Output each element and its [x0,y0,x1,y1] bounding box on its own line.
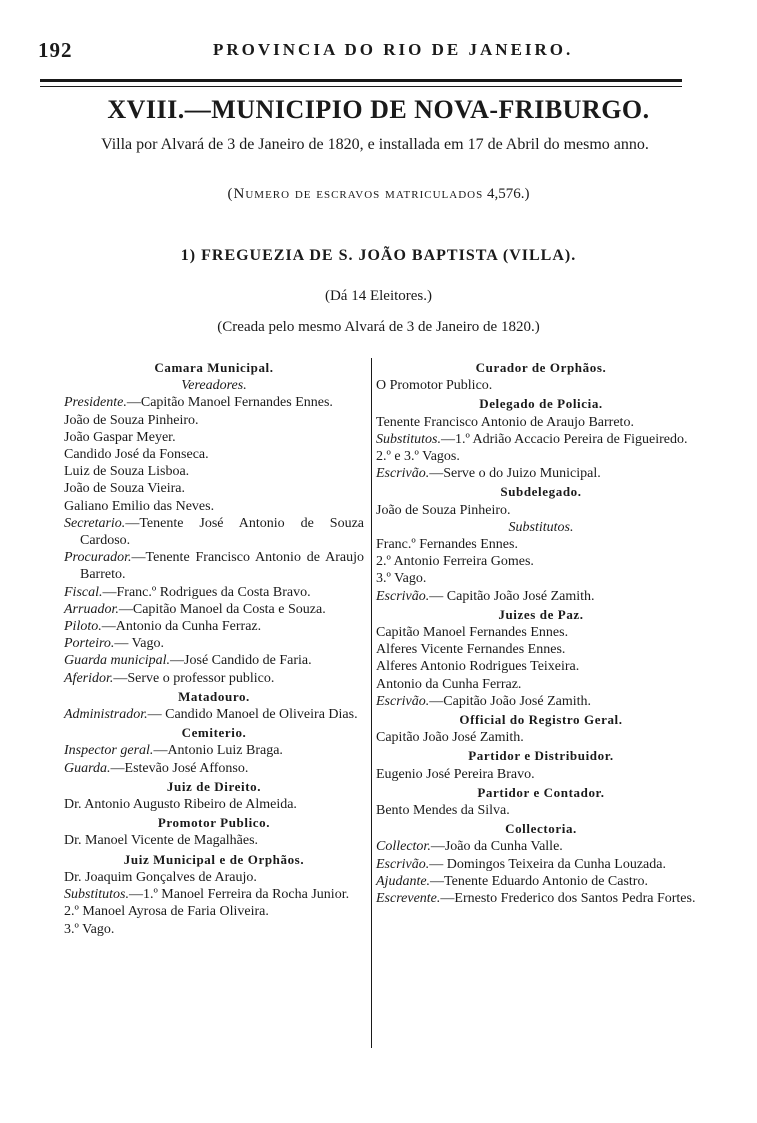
delegado-subs-role: Substitutos. [376,431,441,447]
registro-heading: Official do Registro Geral. [459,712,623,728]
piloto-text: —Antonio da Cunha Ferraz. [101,619,262,635]
subdelegado-sub-3: 3.º Vago. [376,571,427,587]
vereadores-label: Vereadores. [181,378,247,394]
subdelegado-sub-2: 2.º Antonio Ferreira Gomes. [376,554,534,570]
guarda-municipal-role: Guarda municipal. [64,653,171,669]
juizes-escrivao-entry [376,693,706,710]
collector-role: Collector. [376,839,431,855]
delegado-subs-23: 2.º e 3.º Vagos. [376,449,460,465]
piloto-entry [64,618,364,635]
arruador-text: —Capitão Manoel da Costa e Souza. [118,601,326,617]
guarda-text: —Estevão José Affonso. [110,760,249,776]
guarda-role: Guarda. [64,760,111,776]
slave-count-value: 4,576.) [486,186,530,202]
juiz-paz-item: Alferes Antonio Rodrigues Teixeira. [376,659,580,675]
camara-heading: Camara Municipal. [154,360,274,375]
ajudante-role: Ajudante. [376,873,431,889]
substituto-3: 3.º Vago. [64,921,115,937]
secretario-text: —Tenente José Antonio de Souza Cardoso. [80,515,364,549]
administrador-text: — Candido Manoel de Oliveira Dias. [147,707,358,723]
vereador-item: João Gaspar Meyer. [64,429,176,445]
subdelegado-escrivao-role: Escrivão. [376,588,430,604]
header-rule-thin [40,86,682,87]
delegado-escrivao-entry [376,465,706,482]
aferidor-text: —Serve o professor publico. [113,670,275,686]
registro-name: Capitão João José Zamith. [376,730,524,746]
piloto-role: Piloto. [64,619,102,635]
escrevente-text: —Ernesto Frederico dos Santos Pedra Fortes. [440,891,696,907]
delegado-subs-entry [376,431,706,448]
collector-text: —João da Cunha Valle. [430,839,563,855]
collector-entry [376,838,706,855]
guarda-entry [64,760,364,777]
presidente-text: —Capitão Manoel Fernandes Ennes. [126,395,333,411]
ajudante-entry [376,873,706,890]
right-column [376,358,706,907]
slave-count-line [0,186,757,203]
juiz-municipal-heading: Juiz Municipal e de Orphãos. [123,851,305,867]
aferidor-role: Aferidor. [64,670,114,686]
juizes-escrivao-role: Escrivão. [376,693,430,709]
parish-electors: (Dá 14 Eleitores.) [324,288,433,304]
procurador-entry [64,549,364,583]
subdelegado-subs-label: Substitutos. [508,519,574,535]
delegado-name: Tenente Francisco Antonio de Araujo Barreto. [376,414,634,430]
ajudante-text: —Tenente Eduardo Antonio de Castro. [430,873,648,889]
vereador-item: João de Souza Vieira. [64,481,185,497]
partidor-contador-heading: Partidor e Contador. [477,784,605,800]
juizes-paz-heading: Juizes de Paz. [498,606,584,622]
inspector-entry [64,742,364,759]
matadouro-heading: Matadouro. [178,688,250,704]
substituto-2: 2.º Manoel Ayrosa de Faria Oliveira. [64,904,269,920]
subdelegado-name: João de Souza Pinheiro. [376,502,511,518]
header-rule-thick [40,79,682,82]
porteiro-role: Porteiro. [64,636,115,652]
fiscal-text: —Franc.º Rodrigues da Costa Bravo. [102,584,311,600]
slave-count-label: (Numero de escravos matriculados [227,186,484,202]
promotor-name: Dr. Manoel Vicente de Magalhães. [64,833,259,849]
page-number: 192 [38,38,73,62]
juizes-escrivao-text: —Capitão João José Zamith. [429,693,592,709]
cemiterio-heading: Cemiterio. [181,725,247,741]
subdelegado-heading: Subdelegado. [500,484,582,500]
partidor-distribuidor-heading: Partidor e Distribuidor. [468,748,614,764]
procurador-text: —Tenente Francisco Antonio de Araujo Barreto. [80,550,364,583]
juiz-municipal-name: Dr. Joaquim Gonçalves de Araujo. [64,869,257,885]
porteiro-entry [64,635,364,652]
arruador-entry [64,601,364,618]
procurador-role: Procurador. [64,550,132,566]
guarda-municipal-text: —José Candido de Faria. [170,653,312,669]
substitutos-text: —1.º Manoel Ferreira da Rocha Junior. [128,887,350,903]
inspector-text: —Antonio Luiz Braga. [153,743,283,759]
juiz-paz-item: Capitão Manoel Fernandes Ennes. [376,625,569,641]
presidente-role: Presidente. [64,395,127,411]
vereador-item: Galiano Emilio das Neves. [64,498,215,514]
curador-name: O Promotor Publico. [376,378,493,394]
aferidor-entry [64,670,364,687]
municipality-subtitle: Villa por Alvará de 3 de Janeiro de 1820, e installada em 17 de Abril do mesmo anno. [101,136,649,153]
parish-title: 1) FREGUEZIA DE S. JOÃO BAPTISTA (VILLA). [180,247,577,264]
partidor-contador-name: Bento Mendes da Silva. [376,803,510,819]
delegado-subs-text: —1.º Adrião Accacio Pereira de Figueiredo. [440,431,688,447]
juiz-direito-heading: Juiz de Direito. [166,778,262,794]
substitutos-entry [64,886,364,903]
subdelegado-escrivao-text: — Capitão João José Zamith. [429,588,595,604]
substitutos-role: Substitutos. [64,887,129,903]
collectoria-heading: Collectoria. [505,821,577,837]
secretario-role: Secretario. [64,515,126,531]
fiscal-role: Fiscal. [64,584,103,600]
escrevente-role: Escrevente. [376,891,441,907]
delegado-escrivao-text: —Serve o do Juizo Municipal. [429,466,601,482]
promotor-heading: Promotor Publico. [157,815,271,831]
porteiro-text: — Vago. [114,636,164,652]
secretario-entry [64,515,364,549]
fiscal-entry [64,584,364,601]
subdelegado-escrivao-entry [376,588,706,605]
juiz-paz-item: Alferes Vicente Fernandes Ennes. [376,642,566,658]
column-divider [371,358,372,1048]
collectoria-escrivao-text: — Domingos Teixeira da Cunha Louzada. [429,856,666,872]
subdelegado-sub-1: Franc.º Fernandes Ennes. [376,537,518,553]
municipality-title: XVIII.—MUNICIPIO DE NOVA-FRIBURGO. [107,95,650,124]
juiz-direito-name: Dr. Antonio Augusto Ribeiro de Almeida. [64,797,297,813]
guarda-municipal-entry [64,652,364,669]
partidor-distribuidor-name: Eugenio José Pereira Bravo. [376,766,535,782]
curador-heading: Curador de Orphãos. [475,360,607,375]
vereador-item: João de Souza Pinheiro. [64,412,199,428]
delegado-heading: Delegado de Policia. [479,396,603,412]
arruador-role: Arruador. [64,601,119,617]
left-column [64,358,364,938]
delegado-escrivao-role: Escrivão. [376,466,430,482]
administrador-entry [64,706,364,723]
collectoria-escrivao-role: Escrivão. [376,856,430,872]
vereador-item: Luiz de Souza Lisboa. [64,464,190,480]
vereador-item: Candido José da Fonseca. [64,447,209,463]
juiz-paz-item: Antonio da Cunha Ferraz. [376,676,522,692]
collectoria-escrivao-entry [376,856,706,873]
page-header [38,36,738,62]
parish-created: (Creada pelo mesmo Alvará de 3 de Janeiro de 1820.) [217,319,540,335]
escrevente-entry [376,890,706,907]
inspector-role: Inspector geral. [64,743,154,759]
presidente-entry [64,394,364,411]
running-title: PROVINCIA DO RIO DE JANEIRO. [213,40,574,59]
administrador-role: Administrador. [64,707,148,723]
